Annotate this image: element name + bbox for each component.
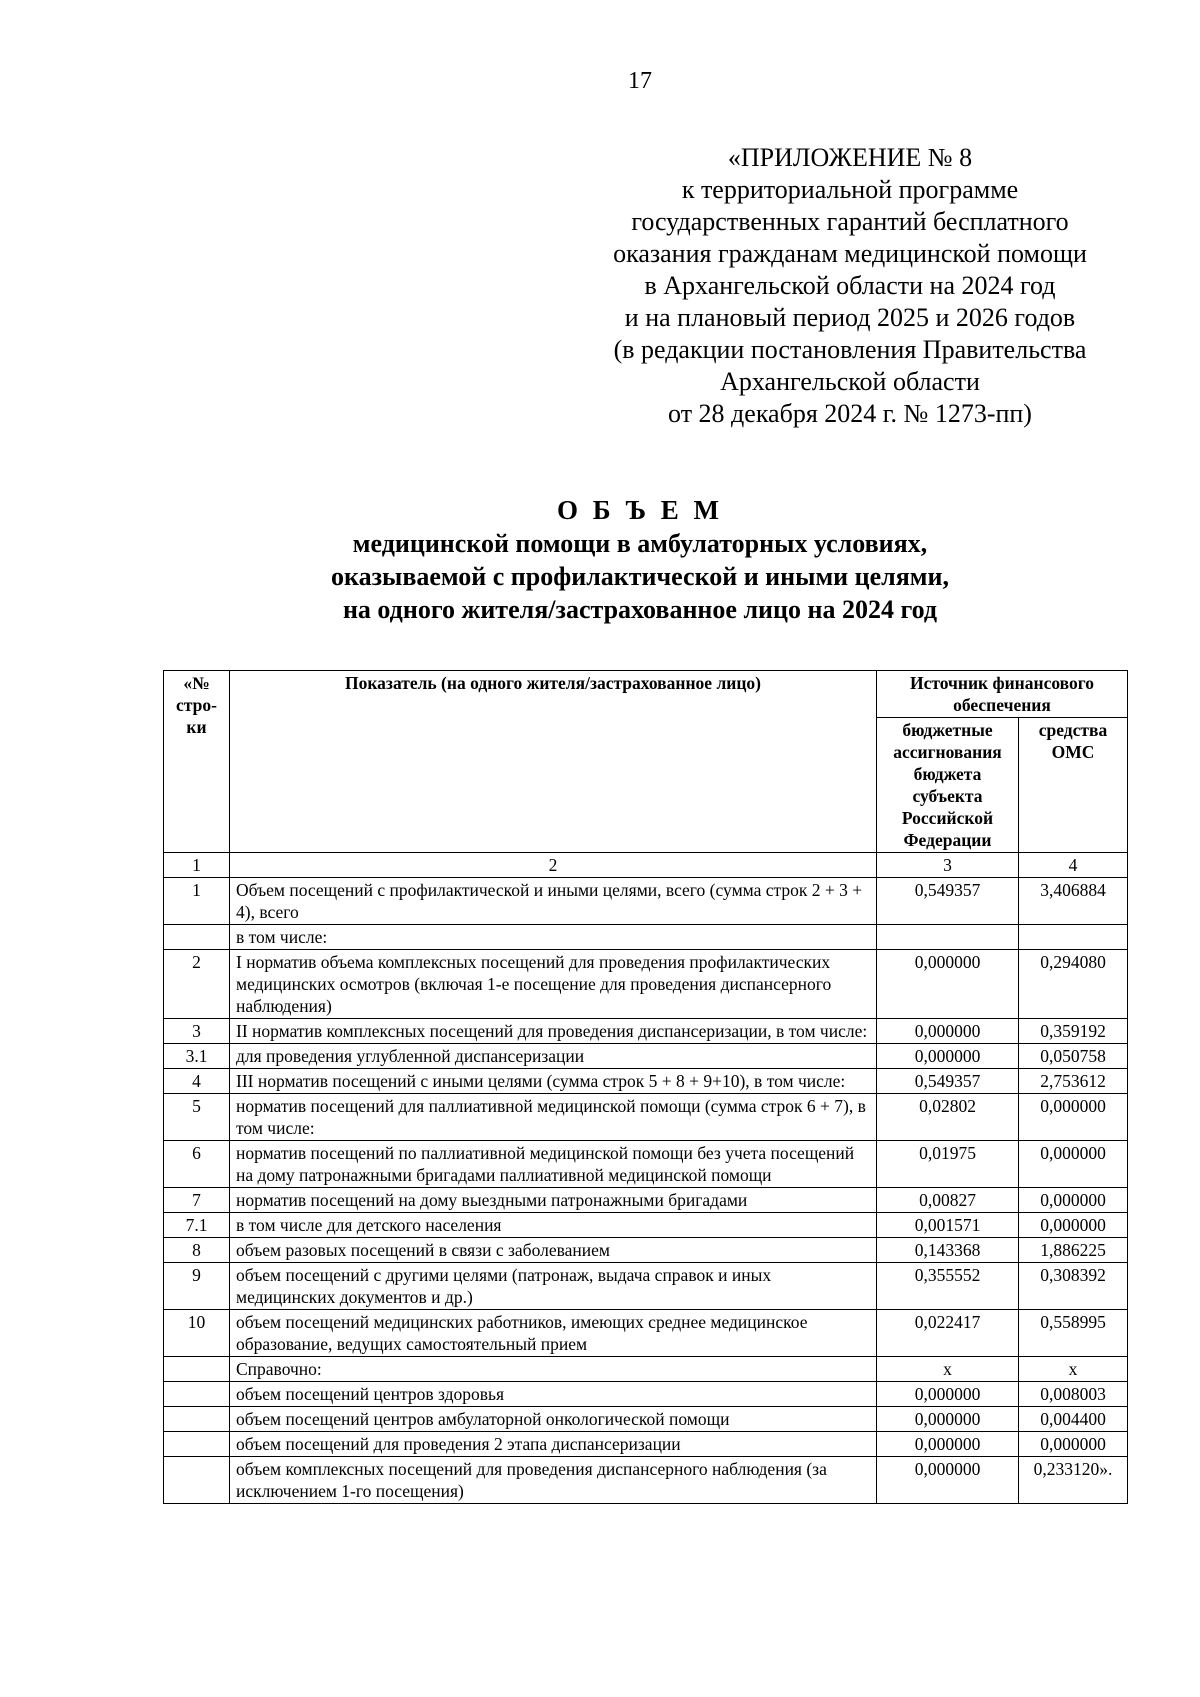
- budget-value-cell: [877, 925, 1019, 950]
- column-index: 1: [164, 853, 230, 878]
- budget-value-cell: 0,000000: [877, 1382, 1019, 1407]
- budget-value-cell: 0,000000: [877, 950, 1019, 1019]
- appendix-line: Архангельской области: [720, 367, 980, 396]
- appendix-line: и на плановый период 2025 и 2026 годов: [624, 303, 1076, 332]
- budget-value-cell: 0,000000: [877, 1457, 1019, 1504]
- appendix-line: к территориальной программе: [681, 175, 1019, 204]
- indicator-cell: норматив посещений по паллиативной медицинской помощи без учета посещений на дому патронажными бригадами паллиативной медицинской помощи: [230, 1141, 877, 1188]
- indicator-cell: объем разовых посещений в связи с заболеванием: [230, 1238, 877, 1263]
- indicator-cell: объем комплексных посещений для проведения диспансерного наблюдения (за исключением 1-го посещения): [230, 1457, 877, 1504]
- indicator-cell: I норматив объема комплексных посещений для проведения профилактических медицинских осмотров (включая 1-е посещение для проведения диспансерного наблюдения): [230, 950, 877, 1019]
- row-number-cell: 7.1: [164, 1213, 230, 1238]
- oms-value-cell: 0,000000: [1019, 1188, 1128, 1213]
- row-number-cell: [164, 1432, 230, 1457]
- column-index: 2: [230, 853, 877, 878]
- budget-value-cell: 0,02802: [877, 1094, 1019, 1141]
- budget-value-cell: 0,355552: [877, 1263, 1019, 1310]
- row-number-cell: 9: [164, 1263, 230, 1310]
- budget-value-cell: 0,549357: [877, 878, 1019, 925]
- oms-value-cell: 0,008003: [1019, 1382, 1128, 1407]
- indicator-cell: в том числе для детского населения: [230, 1213, 877, 1238]
- header-oms: средства ОМС: [1019, 718, 1128, 853]
- indicator-cell: Справочно:: [230, 1357, 877, 1382]
- indicator-cell: объем посещений медицинских работников, имеющих среднее медицинское образование, ведущих самостоятельный прием: [230, 1310, 877, 1357]
- appendix-header: [590, 142, 1110, 430]
- table-row: [164, 1213, 1128, 1238]
- table-row: [164, 1432, 1128, 1457]
- appendix-line: в Архангельской области на 2024 год: [644, 271, 1056, 300]
- budget-value-cell: х: [877, 1357, 1019, 1382]
- oms-value-cell: 0,000000: [1019, 1141, 1128, 1188]
- indicator-cell: объем посещений с другими целями (патронаж, выдача справок и иных медицинских документов и др.): [230, 1263, 877, 1310]
- appendix-line: оказания гражданам медицинской помощи: [613, 239, 1087, 268]
- table-row: [164, 1382, 1128, 1407]
- indicator-cell: II норматив комплексных посещений для проведения диспансеризации, в том числе:: [230, 1019, 877, 1044]
- row-number-cell: 10: [164, 1310, 230, 1357]
- budget-value-cell: 0,000000: [877, 1019, 1019, 1044]
- table-row: [164, 1263, 1128, 1310]
- budget-value-cell: 0,549357: [877, 1069, 1019, 1094]
- row-number-cell: [164, 1357, 230, 1382]
- oms-value-cell: 0,308392: [1019, 1263, 1128, 1310]
- title-line: на одного жителя/застрахованное лицо на 2024 год: [342, 595, 938, 624]
- oms-value-cell: 0,294080: [1019, 950, 1128, 1019]
- appendix-line: государственных гарантий бесплатного: [631, 207, 1069, 236]
- row-number-cell: [164, 1407, 230, 1432]
- appendix-line: (в редакции постановления Правительства: [613, 335, 1087, 364]
- oms-value-cell: 0,050758: [1019, 1044, 1128, 1069]
- indicator-cell: норматив посещений на дому выездными патронажными бригадами: [230, 1188, 877, 1213]
- header-funding-source: Источник финансового обеспечения: [877, 671, 1128, 718]
- header-budget: бюджетные ассигнования бюджета субъекта Российской Федерации: [877, 718, 1019, 853]
- indicator-cell: для проведения углубленной диспансеризации: [230, 1044, 877, 1069]
- oms-value-cell: 0,000000: [1019, 1213, 1128, 1238]
- oms-value-cell: 2,753612: [1019, 1069, 1128, 1094]
- budget-value-cell: 0,000000: [877, 1407, 1019, 1432]
- title-main: О Б Ъ Е М: [556, 495, 723, 525]
- table-row: [164, 950, 1128, 1019]
- column-index: 3: [877, 853, 1019, 878]
- table-row: [164, 1094, 1128, 1141]
- budget-value-cell: 0,022417: [877, 1310, 1019, 1357]
- title-line: оказываемой с профилактической и иными целями,: [330, 562, 949, 591]
- budget-value-cell: 0,000000: [877, 1432, 1019, 1457]
- table-row: [164, 1019, 1128, 1044]
- row-number-cell: 6: [164, 1141, 230, 1188]
- budget-value-cell: 0,143368: [877, 1238, 1019, 1263]
- table-row: [164, 925, 1128, 950]
- oms-value-cell: [1019, 925, 1128, 950]
- oms-value-cell: х: [1019, 1357, 1128, 1382]
- indicator-cell: объем посещений центров амбулаторной онкологической помощи: [230, 1407, 877, 1432]
- table-body: [164, 878, 1128, 1504]
- table-row: [164, 1044, 1128, 1069]
- oms-value-cell: 0,000000: [1019, 1094, 1128, 1141]
- table-row: [164, 1407, 1128, 1432]
- volume-table: [163, 670, 1128, 1504]
- budget-value-cell: 0,000000: [877, 1044, 1019, 1069]
- oms-value-cell: 0,004400: [1019, 1407, 1128, 1432]
- row-number-cell: 2: [164, 950, 230, 1019]
- table-row: [164, 1238, 1128, 1263]
- appendix-line: «ПРИЛОЖЕНИЕ № 8: [727, 143, 973, 172]
- row-number-cell: 8: [164, 1238, 230, 1263]
- oms-value-cell: 1,886225: [1019, 1238, 1128, 1263]
- table-row: [164, 1457, 1128, 1504]
- oms-value-cell: 0,558995: [1019, 1310, 1128, 1357]
- row-number-cell: 7: [164, 1188, 230, 1213]
- table-row: [164, 1141, 1128, 1188]
- row-number-cell: 3.1: [164, 1044, 230, 1069]
- row-number-cell: 5: [164, 1094, 230, 1141]
- budget-value-cell: 0,01975: [877, 1141, 1019, 1188]
- row-number-cell: [164, 1457, 230, 1504]
- indicator-cell: в том числе:: [230, 925, 877, 950]
- row-number-cell: 3: [164, 1019, 230, 1044]
- row-number-cell: [164, 925, 230, 950]
- row-number-cell: [164, 1382, 230, 1407]
- indicator-cell: III норматив посещений с иными целями (сумма строк 5 + 8 + 9+10), в том числе:: [230, 1069, 877, 1094]
- indicator-cell: норматив посещений для паллиативной медицинской помощи (сумма строк 6 + 7), в том числе:: [230, 1094, 877, 1141]
- table-row: [164, 878, 1128, 925]
- document-title: [140, 494, 1140, 626]
- table-row: [164, 1069, 1128, 1094]
- header-row-number: «№ стро-ки: [164, 671, 230, 853]
- table-row: [164, 1357, 1128, 1382]
- indicator-cell: Объем посещений с профилактической и иными целями, всего (сумма строк 2 + 3 + 4), всего: [230, 878, 877, 925]
- oms-value-cell: 0,000000: [1019, 1432, 1128, 1457]
- title-line: медицинской помощи в амбулаторных условиях,: [352, 529, 928, 558]
- budget-value-cell: 0,001571: [877, 1213, 1019, 1238]
- oms-value-cell: 3,406884: [1019, 878, 1128, 925]
- column-index-row: [164, 853, 1128, 878]
- column-index: 4: [1019, 853, 1128, 878]
- table-row: [164, 1310, 1128, 1357]
- table-row: [164, 1188, 1128, 1213]
- row-number-cell: 4: [164, 1069, 230, 1094]
- row-number-cell: 1: [164, 878, 230, 925]
- header-indicator: Показатель (на одного жителя/застрахованное лицо): [230, 671, 877, 853]
- indicator-cell: объем посещений центров здоровья: [230, 1382, 877, 1407]
- indicator-cell: объем посещений для проведения 2 этапа диспансеризации: [230, 1432, 877, 1457]
- oms-value-cell: 0,359192: [1019, 1019, 1128, 1044]
- oms-value-cell: 0,233120».: [1019, 1457, 1128, 1504]
- page-number: 17: [628, 68, 652, 94]
- budget-value-cell: 0,00827: [877, 1188, 1019, 1213]
- appendix-line: от 28 декабря 2024 г. № 1273-пп): [668, 399, 1032, 428]
